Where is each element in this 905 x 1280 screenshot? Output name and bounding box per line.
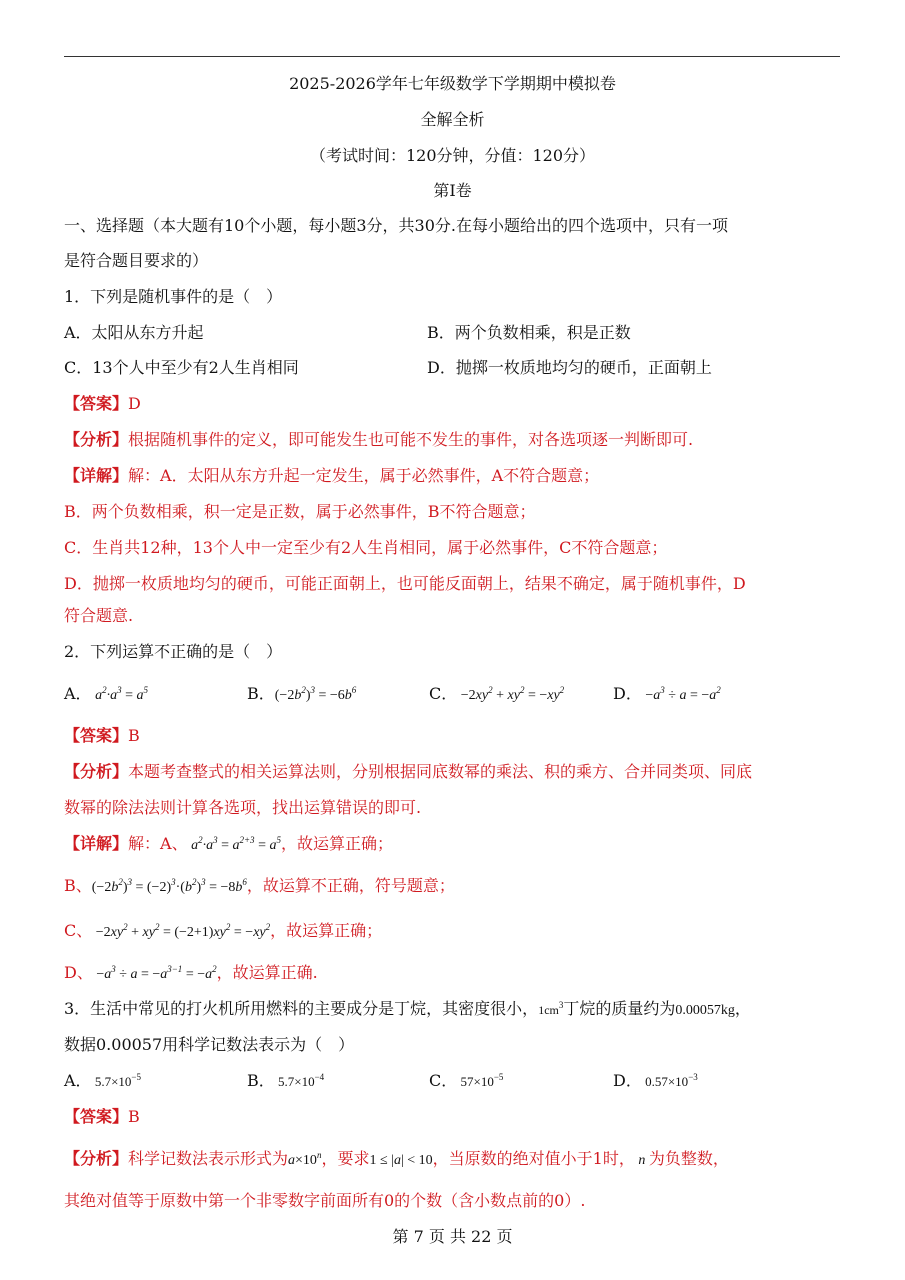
q1-detail-a xyxy=(64,465,599,487)
q3-option-d-label: D． xyxy=(613,1071,642,1090)
q2-analysis-text1: 本题考查整式的相关运算法则，分别根据同底数幂的乘法、积的乘方、合并同类项、同底 xyxy=(128,762,753,781)
volume-heading: 第Ⅰ卷 xyxy=(433,181,472,200)
q3-option-a xyxy=(64,1070,141,1093)
q2-option-b-formula: $(-2b^2)^3 = -6b^6$ xyxy=(274,685,357,703)
page-footer: 第 7 页 共 22 页 xyxy=(392,1227,513,1246)
q1-detail-c: C．生肖共12种，13个人中一定至少有2人生肖相同，属于必然事件，C不符合题意； xyxy=(64,538,668,557)
q2-option-c xyxy=(429,683,564,707)
q2-detail-d xyxy=(64,962,318,986)
q3-option-b-value: $5.7\times 10^{-4}$ xyxy=(278,1072,325,1089)
q2-detail-b-suffix: ，故运算不正确，符号题意； xyxy=(246,876,455,895)
q3-stem-mass: 0.00057kg xyxy=(675,1003,735,1018)
q2-stem: 2．下列运算不正确的是（ ） xyxy=(64,642,283,661)
q2-analysis-line2: 数幂的除法法则计算各选项，找出运算错误的即可. xyxy=(64,798,422,817)
q3-analysis-line2: 其绝对值等于原数中第一个非零数字前面所有0的个数（含小数点前的0）. xyxy=(64,1191,586,1210)
q2-option-a xyxy=(64,683,148,707)
q3-option-a-mantissa: 5.7×10 xyxy=(94,1074,132,1089)
q2-option-c-formula: $-2xy^2 + xy^2 = -xy^2$ xyxy=(460,685,565,703)
q2-detail-a-suffix: ，故运算正确； xyxy=(280,834,393,853)
q1-answer-value: D xyxy=(128,394,141,413)
analysis-tag: 【分析】 xyxy=(64,1149,129,1168)
q2-detail-b-prefix: B、 xyxy=(64,876,92,895)
analysis-tag: 【分析】 xyxy=(64,430,129,449)
q3-analysis-formula1: $a\times 10^n$ xyxy=(288,1150,322,1168)
answer-tag: 【答案】 xyxy=(64,394,129,413)
q3-stem-line2: 数据0.00057用科学记数法表示为（ ） xyxy=(64,1035,355,1054)
q3-option-c-mantissa: 57×10 xyxy=(460,1074,494,1089)
q2-option-a-formula: $a^2\cdot a^3 = a^5$ xyxy=(91,685,148,703)
q1-detail-d-line1: D．抛掷一枚质地均匀的硬币，可能正面朝上，也可能反面朝上，结果不确定，属于随机事件，D xyxy=(64,574,746,593)
q2-detail-a xyxy=(64,833,393,857)
q1-analysis-text: 根据随机事件的定义，即可能发生也可能不发生的事件，对各选项逐一判断即可. xyxy=(128,430,694,449)
q3-analysis-text2: ，要求 xyxy=(321,1149,370,1168)
q1-detail-d-line2: 符合题意. xyxy=(64,606,134,625)
q3-option-b-label: B． xyxy=(247,1071,275,1090)
q2-option-d-formula: $-a^3 \div a = -a^2$ xyxy=(645,685,721,703)
q3-option-b-mantissa: 5.7×10 xyxy=(278,1074,315,1089)
q2-option-b xyxy=(247,683,356,707)
q1-option-b: B．两个负数相乘，积是正数 xyxy=(427,323,631,342)
q1-option-c: C．13个人中至少有2人生肖相同 xyxy=(64,358,299,377)
q1-option-d: D．抛掷一枚质地均匀的硬币，正面朝上 xyxy=(427,358,712,377)
q2-option-b-label: B． xyxy=(247,684,275,703)
q3-stem-text1: 3．生活中常见的打火机所用燃料的主要成分是丁烷，其密度很小， xyxy=(64,999,539,1018)
answer-tag: 【答案】 xyxy=(64,726,129,745)
section-heading-line2: 是符合题目要求的） xyxy=(64,251,209,270)
q2-detail-a-prefix: 解：A、 xyxy=(128,834,188,853)
q3-analysis-text1: 科学记数法表示形式为 xyxy=(128,1149,289,1168)
header-rule xyxy=(64,56,840,57)
q2-option-a-label: A． xyxy=(64,684,92,703)
q2-detail-b-formula: $(-2b^2)^3 = (-2)^3\cdot(b^2)^3 = -8b^6$ xyxy=(91,877,247,895)
q2-detail-c-formula: $-2xy^2 + xy^2 = (-2+1)xy^2 = -xy^2$ xyxy=(95,922,271,940)
analysis-tag: 【分析】 xyxy=(64,762,129,781)
q1-detail-a-text: 解：A．太阳从东方升起一定发生，属于必然事件，A不符合题意； xyxy=(128,466,600,485)
q3-option-c-value: $57\times 10^{-5}$ xyxy=(460,1072,504,1089)
q3-stem-text2: 丁烷的质量约为 xyxy=(563,999,676,1018)
q3-analysis-text4: 为负整数， xyxy=(648,1149,729,1168)
exam-info: （考试时间：120分钟，分值：120分） xyxy=(309,146,596,165)
q3-stem-line1 xyxy=(64,998,751,1022)
q2-detail-c-prefix: C、 xyxy=(64,921,93,940)
q1-stem: 1．下列是随机事件的是（ ） xyxy=(64,287,283,306)
q1-analysis xyxy=(64,429,693,451)
q3-option-c-label: C． xyxy=(429,1071,458,1090)
q2-detail-b xyxy=(64,875,455,899)
detail-tag: 【详解】 xyxy=(64,834,129,853)
q3-analysis-var-n: n xyxy=(634,1153,649,1168)
q2-answer xyxy=(64,725,140,747)
q2-detail-a-formula: $a^2\cdot a^3 = a^{2+3} = a^5$ xyxy=(187,835,281,853)
document-subtitle: 全解全析 xyxy=(420,110,485,129)
q3-option-d-mantissa: 0.57×10 xyxy=(645,1074,689,1089)
q2-detail-c xyxy=(64,920,382,944)
q2-answer-value: B xyxy=(128,726,140,745)
q2-detail-d-prefix: D、 xyxy=(64,963,93,982)
q3-stem-comma: ， xyxy=(734,999,751,1018)
q1-detail-b: B．两个负数相乘，积一定是正数，属于必然事件，B不符合题意； xyxy=(64,502,536,521)
q2-detail-d-suffix: ，故运算正确. xyxy=(216,963,318,982)
q1-answer xyxy=(64,393,141,415)
q3-stem-unit: $1cm^3$ xyxy=(538,1000,564,1017)
q3-analysis-text3: ，当原数的绝对值小于1时， xyxy=(432,1149,635,1168)
q2-detail-d-formula: $-a^3 \div a = -a^{3-1} = -a^2$ xyxy=(96,964,217,982)
q3-answer xyxy=(64,1106,140,1128)
q3-option-b xyxy=(247,1070,324,1093)
section-heading-line1: 一、选择题（本大题有10个小题，每小题3分，共30分.在每小题给出的四个选项中，只有一项 xyxy=(64,216,728,235)
q1-option-a: A．太阳从东方升起 xyxy=(64,323,204,342)
q2-analysis-line1 xyxy=(64,761,752,783)
q3-answer-value: B xyxy=(128,1107,140,1126)
q3-analysis-line1 xyxy=(64,1148,729,1172)
q3-option-a-value: $5.7\times 10^{-5}$ xyxy=(94,1072,141,1089)
q3-unit-text: 1cm xyxy=(538,1003,559,1017)
q3-option-d-value: $0.57\times 10^{-3}$ xyxy=(645,1072,698,1089)
detail-tag: 【详解】 xyxy=(64,466,129,485)
q3-option-c xyxy=(429,1070,503,1093)
q2-option-d xyxy=(613,683,721,707)
q3-option-a-label: A． xyxy=(64,1071,92,1090)
answer-tag: 【答案】 xyxy=(64,1107,129,1126)
q2-detail-c-suffix: ，故运算正确； xyxy=(270,921,383,940)
document-title: 2025-2026学年七年级数学下学期期中模拟卷 xyxy=(289,74,616,93)
q2-option-d-label: D． xyxy=(613,684,642,703)
q2-option-c-label: C． xyxy=(429,684,458,703)
q3-analysis-formula2: 1 ≤ |a| < 10 xyxy=(369,1153,433,1168)
q3-option-d xyxy=(613,1070,698,1093)
